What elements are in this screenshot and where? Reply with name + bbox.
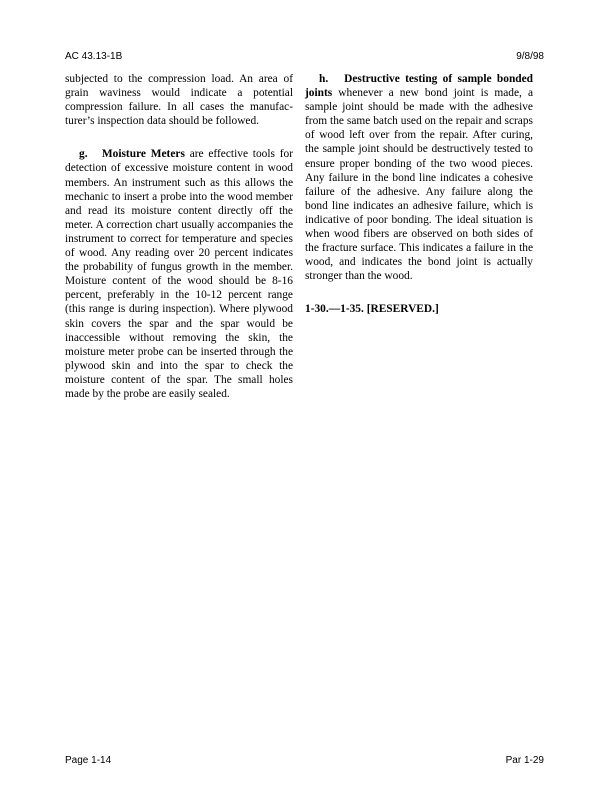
section-title-destructive-testing: Destructive testing of sample bonded joints <box>305 73 534 100</box>
paragraph-gap <box>65 128 293 147</box>
paragraph-destructive-testing <box>305 72 533 283</box>
section-title-moisture-meters: Moisture Meters <box>101 148 185 161</box>
section-label-h: h. <box>319 73 329 85</box>
header-date: 9/8/98 <box>516 51 544 62</box>
paragraph-compression-continued: subjected to the compression load. An area of grain waviness would indicate a potential compression failure. In all cases the manufacturer’s inspection data should be followed. <box>65 73 293 128</box>
reserved-heading: 1-30.—1-35. [RESERVED.] <box>305 303 439 316</box>
right-column <box>305 72 533 317</box>
section-body-moisture-meters: are effective tools for detection of excessive moisture content in wood members. An instrument such as this allows the mechanic to insert a probe into the wood member and read its moisture content directly off the meter. A correction chart usually accompanies the instrument to correct for temperature and species of wood. Any reading over 20 percent indicates the probability of fungus growth in the member. Moisture content of the wood should be 8-16 percent, preferably in the 10-12 percent range (this range is during inspection). Where plywood skin covers the spar and the spar would be inaccessible without removing the skin, the moisture meter probe can be inserted through the plywood skin and into the spar to check the moisture content of the spar. The small holes made by the probe are easily sealed. <box>65 148 293 400</box>
footer-paragraph-ref: Par 1-29 <box>505 755 544 766</box>
header-doc-id: AC 43.13-1B <box>65 51 123 62</box>
left-column <box>65 72 293 401</box>
section-body-destructive-testing: whenever a new bond joint is made, a sample joint should be made with the adhesive from the same batch used on the repair and scraps of wood left over from the repair. After curing, the sample joint should be destructively tested to ensure proper bonding of the two wood pieces. Any failure in the bond line indicates a cohesive failure of the adhesive. Any failure along the bond line indicates an adhesive failure, which is indicative of poor bonding. The ideal situation is when wood fibers are observed on both sides of the fracture surface. This indicates a failure in the wood, and indicates the bond joint is actually stronger than the wood. <box>305 87 533 283</box>
footer-page-number: Page 1-14 <box>65 755 112 766</box>
paragraph-gap <box>305 283 533 302</box>
paragraph-moisture-meters <box>65 147 293 401</box>
section-label-g: g. <box>79 148 88 161</box>
